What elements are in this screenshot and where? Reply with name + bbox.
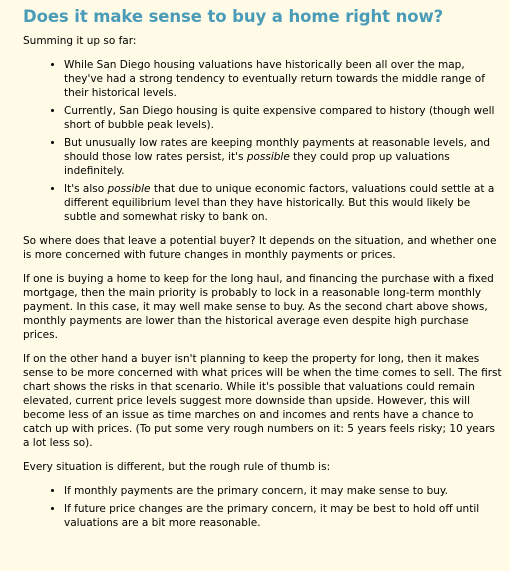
summary-item-text: It's also xyxy=(64,183,108,195)
article-title: Does it make sense to buy a home right now? xyxy=(23,7,444,26)
emphasis-text: possible xyxy=(246,151,290,163)
rule-item: • If future price changes are the primary concern, it may be best to hold off until valuations are a bit more reasonable. xyxy=(64,502,502,530)
paragraph-short-term: If on the other hand a buyer isn't planning to keep the property for long, then it makes sense to be more concerned with what prices will be when the time comes to sell. The first chart shows the risks in that scenario. While it's possible that valuations could remain elevated, current price levels suggest more downside than upside. However, this will become less of an issue as time marches on and incomes and rents have a chance to catch up with prices. (To put some very rough numbers on it: 5 years feels risky; 10 years a lot less so). xyxy=(23,353,502,449)
summary-list xyxy=(23,58,502,224)
rule-list xyxy=(23,484,502,530)
rule-item: • If monthly payments are the primary concern, it may make sense to buy. xyxy=(64,484,502,498)
intro-text: Summing it up so far: xyxy=(23,35,137,47)
paragraph-buyer-question: So where does that leave a potential buyer? It depends on the situation, and whether one is more concerned with future changes in monthly payments or prices. xyxy=(23,235,497,261)
summary-item-text: But unusually low rates are keeping monthly payments at reasonable levels, and should those low rates persist, it's xyxy=(64,137,491,163)
paragraph-long-haul: If one is buying a home to keep for the long haul, and financing the purchase with a fixed mortgage, then the main priority is probably to lock in a reasonable long-term monthly payment. In this case, it may well make sense to buy. As the second chart above shows, monthly payments are lower than the historical average even despite high purchase prices. xyxy=(23,273,494,341)
summary-item xyxy=(64,136,502,178)
summary-item-text: they could prop up valuations indefinitely. xyxy=(64,151,450,177)
summary-item xyxy=(64,182,502,224)
summary-item: • While San Diego housing valuations have historically been all over the map, they've had a strong tendency to eventually return towards the middle range of their historical levels. xyxy=(64,58,502,100)
emphasis-text: possible xyxy=(107,183,151,195)
summary-item: • Currently, San Diego housing is quite expensive compared to history (though well short of bubble peak levels). xyxy=(64,104,502,132)
summary-item-text: that due to unique economic factors, valuations could settle at a different equilibrium level than they have historically. But this would likely be subtle and somewhat risky to bank on. xyxy=(64,183,495,223)
paragraph-rule-of-thumb: Every situation is different, but the rough rule of thumb is: xyxy=(23,461,331,473)
